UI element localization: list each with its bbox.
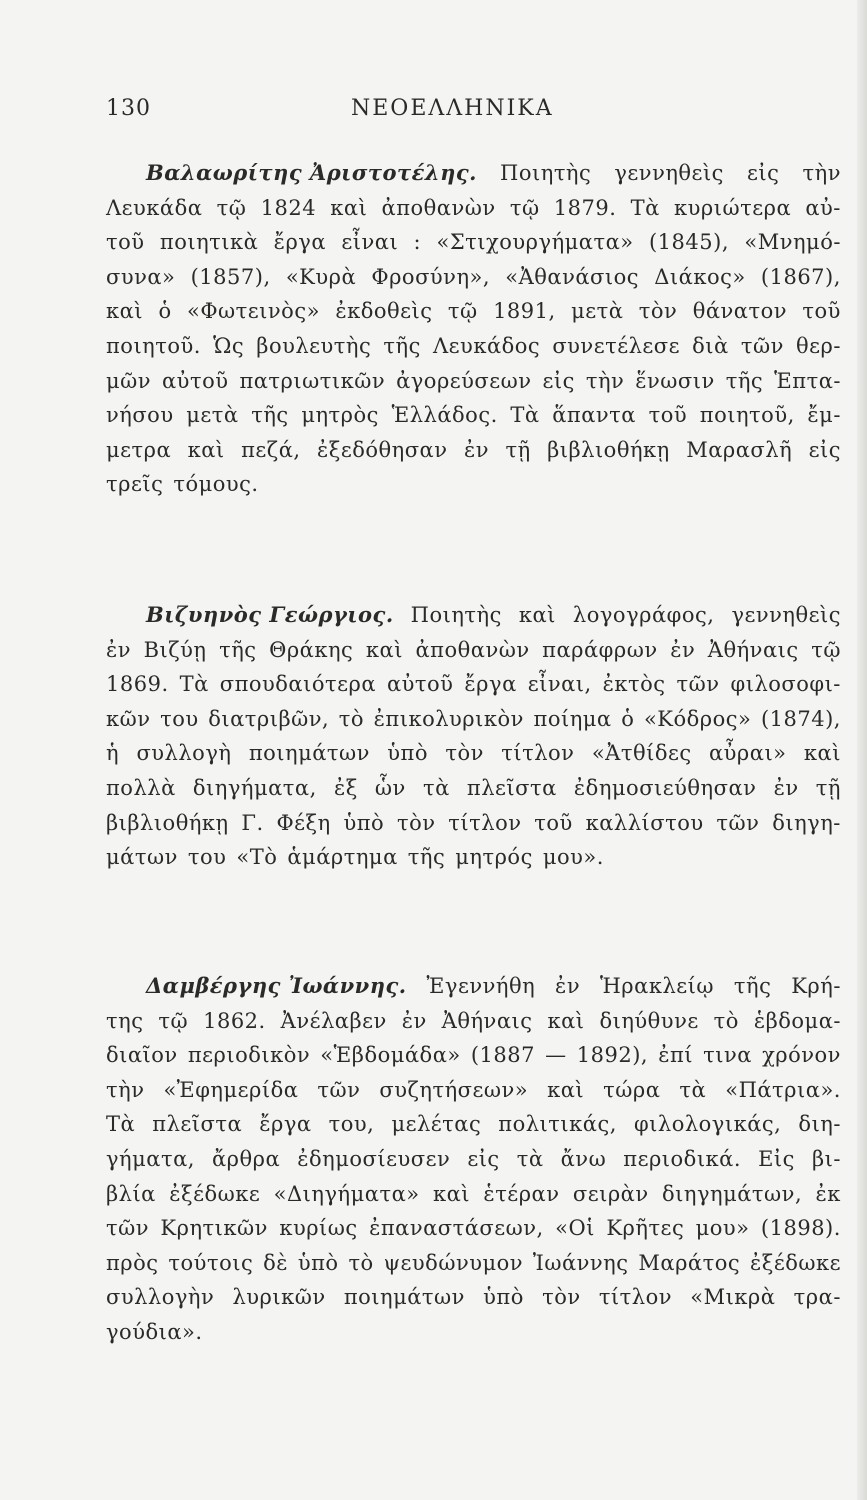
entry-name: Βιζυηνὸς Γεώργιος. <box>146 602 394 627</box>
word: τώρα <box>603 1077 661 1102</box>
biography-entry-vizyinos <box>106 598 841 875</box>
word: Φέξη <box>276 810 331 835</box>
word: καὶ <box>330 195 368 220</box>
word: Λευκάδος <box>433 333 541 358</box>
word: ὑπὸ <box>343 810 385 835</box>
word: ἁμάρτημα <box>287 845 398 870</box>
word: συλλογὴν <box>106 1285 215 1310</box>
word: «Κόδρος» <box>643 706 752 731</box>
text-line <box>106 1073 841 1108</box>
word: τὰ <box>679 1077 707 1102</box>
word: Τὰ <box>179 672 209 697</box>
word: ἐπί <box>658 1043 693 1068</box>
word: «Μνημό- <box>744 230 841 255</box>
word: καὶ <box>803 741 841 766</box>
word: Ἑλλάδος. <box>391 403 498 428</box>
word: τοῦ <box>534 810 573 835</box>
word: ἀγορεύσεων <box>396 368 532 393</box>
word: (1874), <box>760 706 841 731</box>
word: — <box>545 1043 567 1068</box>
text-line <box>106 260 841 295</box>
word: τὸν <box>542 1285 581 1310</box>
text-line <box>106 736 841 771</box>
word: τούτοις <box>168 1250 254 1275</box>
word: ὑπὸ <box>297 1250 339 1275</box>
word: καὶ <box>365 637 403 662</box>
word: Φροσύνη», <box>371 264 491 289</box>
word: 1869. <box>106 672 169 697</box>
word: μελέτας <box>391 1112 482 1137</box>
word: ποιημάτων <box>343 1285 465 1310</box>
word: μητρὸς <box>301 403 379 428</box>
word: ποίημα <box>533 706 612 731</box>
word: μου». <box>542 845 604 870</box>
word: «Πάτρια». <box>725 1077 841 1102</box>
word: ἀποθανὼν <box>381 195 496 220</box>
word: ἐπαναστάσεων, <box>369 1216 544 1241</box>
word: καλλίστου <box>585 810 704 835</box>
word: ἐδημοσιεύθησαν <box>573 775 757 800</box>
word: (1867), <box>760 264 841 289</box>
word: Ὡς <box>213 333 245 358</box>
text-line <box>106 364 841 399</box>
word: ἐξέδωκε <box>169 1181 261 1206</box>
word: ἐκτὸς <box>602 672 666 697</box>
word: μετὰ <box>186 403 239 428</box>
word: τὴν <box>585 368 625 393</box>
word: μητρός <box>455 845 533 870</box>
word: διὰ <box>692 333 729 358</box>
word: διη- <box>798 1112 841 1137</box>
word: ἕνωσιν <box>635 368 715 393</box>
word: τῶν <box>676 672 720 697</box>
word: καὶ <box>547 1077 585 1102</box>
word: τὰ <box>422 775 450 800</box>
word: σειρὰν <box>572 1181 649 1206</box>
word: ὑπὸ <box>387 741 428 766</box>
text-line <box>106 1315 841 1350</box>
word: τῶν <box>716 810 760 835</box>
word: νήσου <box>106 403 174 428</box>
word: τίτλον <box>448 810 522 835</box>
word: ἀποθανὼν <box>415 637 530 662</box>
word: κυριώτερα <box>674 195 792 220</box>
word: «Οἱ <box>555 1216 595 1241</box>
word: «Μικρὰ <box>690 1285 776 1310</box>
word: Ποιητὴς <box>410 603 502 627</box>
word: τὸ <box>713 1008 739 1033</box>
word: βλία <box>106 1181 156 1206</box>
text-line <box>106 329 841 364</box>
text-line <box>106 1280 841 1315</box>
word: συλλογὴ <box>136 741 232 766</box>
word: Ἡρακλείῳ <box>599 974 715 998</box>
word: μῶν <box>106 368 152 393</box>
entry-name: Δαμβέργης Ἰωάννης. <box>146 973 407 998</box>
entry-name: Βαλαωρίτης Ἀριστοτέλης. <box>146 160 477 185</box>
word: τῶν <box>740 333 784 358</box>
word: τῷ <box>447 299 478 324</box>
word: πλεῖστα <box>466 775 557 800</box>
text-line <box>106 840 841 875</box>
word: ἐν <box>106 637 132 662</box>
word: ἔργα <box>464 672 517 697</box>
word: ἐπικολυρικὸν <box>373 706 524 731</box>
word: τῆς <box>407 845 446 870</box>
word: καὶ <box>518 603 556 627</box>
word: συνετέλεσε <box>552 333 680 358</box>
page-edge <box>857 0 867 1500</box>
word: φιλοσοφι- <box>730 672 841 697</box>
word: Διάκος» <box>654 264 746 289</box>
text-line <box>106 806 841 841</box>
text-line <box>106 156 841 191</box>
word: ὧν <box>374 775 406 800</box>
word: ἐξεδόθησαν <box>317 437 448 462</box>
running-head <box>106 96 806 126</box>
word: καὶ <box>547 1008 585 1033</box>
word: ποιητοῦ, <box>699 403 795 428</box>
word: Τὰ <box>510 403 540 428</box>
word: γεννηθεὶς <box>731 603 841 627</box>
text-line <box>106 467 841 502</box>
word: καὶ <box>106 299 144 324</box>
word: τῶν <box>106 1216 150 1241</box>
word: περιοδικὸν <box>187 1043 311 1068</box>
text-line <box>106 667 841 702</box>
word: εἰς <box>808 437 841 462</box>
word: Ἑπτα- <box>774 368 841 393</box>
word: διηύθυνε <box>599 1008 699 1033</box>
word: τῶν <box>317 1077 361 1102</box>
word: πολιτικάς, <box>498 1112 617 1137</box>
word: 1891, <box>493 299 556 324</box>
word: τὸ <box>348 1250 374 1275</box>
word: κῶν <box>106 706 151 731</box>
word: τίτλον <box>598 1285 673 1310</box>
word: ἐν <box>401 1008 427 1033</box>
word: τῆς <box>251 403 289 428</box>
word: καὶ <box>187 437 225 462</box>
text-line <box>106 1177 841 1212</box>
word: ἔργα <box>259 1112 312 1137</box>
word: ποιημάτων <box>248 741 370 766</box>
word: κυρίως <box>279 1216 358 1241</box>
word: τὴν <box>802 161 841 185</box>
word: τὸ <box>338 706 365 731</box>
word: διηγήματα, <box>192 775 317 800</box>
text-line <box>106 633 841 668</box>
word: ἔργα <box>273 230 327 255</box>
text-line <box>106 1211 841 1246</box>
word: τῆς <box>725 368 764 393</box>
word: ἡ <box>106 741 120 766</box>
word: «Κυρὰ <box>285 264 357 289</box>
word: διαῖον <box>106 1043 178 1068</box>
word: βουλευτὴς <box>256 333 372 358</box>
word: συνα» <box>106 264 176 289</box>
word: ἐν <box>773 775 799 800</box>
word: Θράκης <box>269 637 354 662</box>
word: ἅπαντα <box>552 403 636 428</box>
word: εἰς <box>542 368 575 393</box>
word: δὲ <box>263 1250 288 1275</box>
text-line <box>106 1107 841 1142</box>
word: ἐν <box>670 637 696 662</box>
word: μάτων <box>106 845 178 870</box>
word: Κρητικῶν <box>160 1216 268 1241</box>
word: Κρή- <box>791 974 841 998</box>
word: τῷ <box>158 1008 189 1033</box>
page-number: 130 <box>106 96 151 121</box>
word: θερ- <box>795 333 841 358</box>
word: «Στιχουργήματα» <box>436 230 634 255</box>
text-line <box>106 1038 841 1073</box>
word: εἰς <box>467 1146 500 1171</box>
biography-entry-damvergis <box>106 969 841 1350</box>
word: τρα- <box>793 1285 841 1310</box>
text-line <box>106 969 841 1004</box>
word: εἶναι <box>341 230 399 255</box>
word: «Ἀτθίδες <box>591 741 692 766</box>
word: ἐν <box>463 437 490 462</box>
word: διηγη- <box>772 810 841 835</box>
word: Γ. <box>241 810 264 835</box>
word: παράφρων <box>542 637 658 662</box>
word: ὁ <box>621 706 635 731</box>
word: πολλὰ <box>106 775 176 800</box>
word: ἑτέραν <box>483 1181 560 1206</box>
word: τῷ <box>509 195 540 220</box>
word: μου» <box>695 1216 750 1241</box>
word: διηγημάτων, <box>662 1181 803 1206</box>
word: τὸν <box>638 299 678 324</box>
word: «Ἀθανάσιος <box>505 264 640 289</box>
word: αὐτοῦ <box>162 368 229 393</box>
word: Ἀνέλαβεν <box>280 1008 387 1033</box>
word: Τὰ <box>106 1112 136 1137</box>
word: ὑπὸ <box>483 1285 524 1310</box>
word: ἐκδοθεὶς <box>335 299 433 324</box>
word: ἐκ <box>815 1181 841 1206</box>
word: του <box>160 706 199 731</box>
text-line <box>106 433 841 468</box>
word: «Ἑβδομάδα» <box>320 1043 461 1068</box>
word: ἄρθρα <box>212 1146 281 1171</box>
word: ποιητικὰ <box>159 230 259 255</box>
word: τὰ <box>516 1146 544 1171</box>
text-line <box>106 1142 841 1177</box>
word: τινα <box>703 1043 752 1068</box>
text-line <box>106 1246 841 1281</box>
word: ἔμ- <box>807 403 841 428</box>
word: (1887 <box>470 1043 535 1068</box>
word: «Διηγήματα» <box>273 1181 420 1206</box>
word: τίτλον <box>501 741 575 766</box>
text-line <box>106 598 841 633</box>
word: τῇ <box>505 437 531 462</box>
word: ὁ <box>158 299 172 324</box>
word: ἄνω <box>560 1146 607 1171</box>
word: αὐ- <box>805 195 841 220</box>
word: Βιζύῃ <box>143 637 207 662</box>
word: καὶ <box>432 1181 471 1206</box>
word: Τὰ <box>630 195 660 220</box>
text-line <box>106 1004 841 1039</box>
word: θάνατον <box>692 299 788 324</box>
word: (1857), <box>190 264 271 289</box>
word: τοῦ <box>802 299 841 324</box>
word: Μαράτος <box>638 1250 741 1275</box>
word: τόμους. <box>173 472 259 497</box>
word: περιοδικά. <box>623 1146 742 1171</box>
word: λυρικῶν <box>232 1285 326 1310</box>
word: τῆς <box>733 974 772 998</box>
word: τῆς <box>219 637 257 662</box>
word: Εἰς <box>758 1146 795 1171</box>
word: 1824 <box>260 195 317 220</box>
word: 1862. <box>203 1008 266 1033</box>
word: τὸν <box>396 810 436 835</box>
word: πλεῖστα <box>152 1112 243 1137</box>
word: ποιητοῦ. <box>106 333 201 358</box>
word: πεζά, <box>241 437 301 462</box>
text-line <box>106 191 841 226</box>
word: : <box>413 230 422 255</box>
word: Ἐγεννήθη <box>426 974 536 998</box>
word: 1879. <box>553 195 617 220</box>
word: 1892), <box>576 1043 649 1068</box>
word: βιβλιοθήκῃ <box>106 810 229 835</box>
word: του <box>187 845 227 870</box>
text-line <box>106 702 841 737</box>
word: χρόνον <box>762 1043 841 1068</box>
word: (1845), <box>648 230 729 255</box>
word: τοῦ <box>106 230 145 255</box>
word: ἐν <box>555 974 581 998</box>
word: Ἀθήναις <box>441 1008 533 1033</box>
word: του, <box>328 1112 375 1137</box>
word: φιλολογικάς, <box>633 1112 782 1137</box>
word: γεννηθεὶς <box>614 161 724 185</box>
word: ἑβδομα- <box>753 1008 841 1033</box>
word: πρὸς <box>106 1250 159 1275</box>
word: τῆς <box>383 333 421 358</box>
word: τοῦ <box>648 403 688 428</box>
word: Ποιητὴς <box>500 161 592 185</box>
text-line <box>106 771 841 806</box>
word: ἐδημοσίευσεν <box>297 1146 451 1171</box>
word: της <box>106 1008 144 1033</box>
text-line <box>106 294 841 329</box>
word: τὴν <box>106 1077 145 1102</box>
word: πατριωτικῶν <box>239 368 386 393</box>
word: μετὰ <box>571 299 624 324</box>
word: τῇ <box>815 775 841 800</box>
word: διατριβῶν, <box>208 706 330 731</box>
word: αὖραι» <box>708 741 787 766</box>
word: εἰς <box>747 161 780 185</box>
word: Ἰωάννης <box>532 1250 629 1275</box>
word: γούδια». <box>106 1319 203 1344</box>
word: τὸν <box>445 741 484 766</box>
word: τρεῖς <box>106 472 164 497</box>
word: Λευκάδα <box>106 195 203 220</box>
word: (1898). <box>760 1216 841 1241</box>
word: γήματα, <box>106 1146 195 1171</box>
word: εἶναι, <box>527 672 592 697</box>
word: λογογράφος, <box>572 603 715 627</box>
biography-entry-valaoritis <box>106 156 841 502</box>
text-line <box>106 398 841 433</box>
word: «Τὸ <box>236 845 278 870</box>
running-title: ΝΕΟΕΛΛΗΝΙΚΑ <box>351 96 554 121</box>
word: Μαρασλῆ <box>686 437 793 462</box>
word: Κρῆτες <box>606 1216 685 1241</box>
word: τῷ <box>216 195 247 220</box>
word: ἐξ <box>333 775 358 800</box>
word: ἐξέδωκε <box>749 1250 841 1275</box>
word: τῷ <box>811 637 841 662</box>
word: αὐτοῦ <box>386 672 454 697</box>
word: συζητήσεων» <box>379 1077 529 1102</box>
word: Ἀθήναις <box>707 637 799 662</box>
word: «Φωτεινὸς» <box>186 299 320 324</box>
word: σπουδαιότερα <box>219 672 377 697</box>
word: βι- <box>811 1146 841 1171</box>
text-line <box>106 225 841 260</box>
word: «Ἐφημερίδα <box>163 1077 299 1102</box>
word: ψευδώνυμον <box>383 1250 524 1275</box>
word: βιβλιοθήκῃ <box>547 437 670 462</box>
word: μετρα <box>106 437 172 462</box>
